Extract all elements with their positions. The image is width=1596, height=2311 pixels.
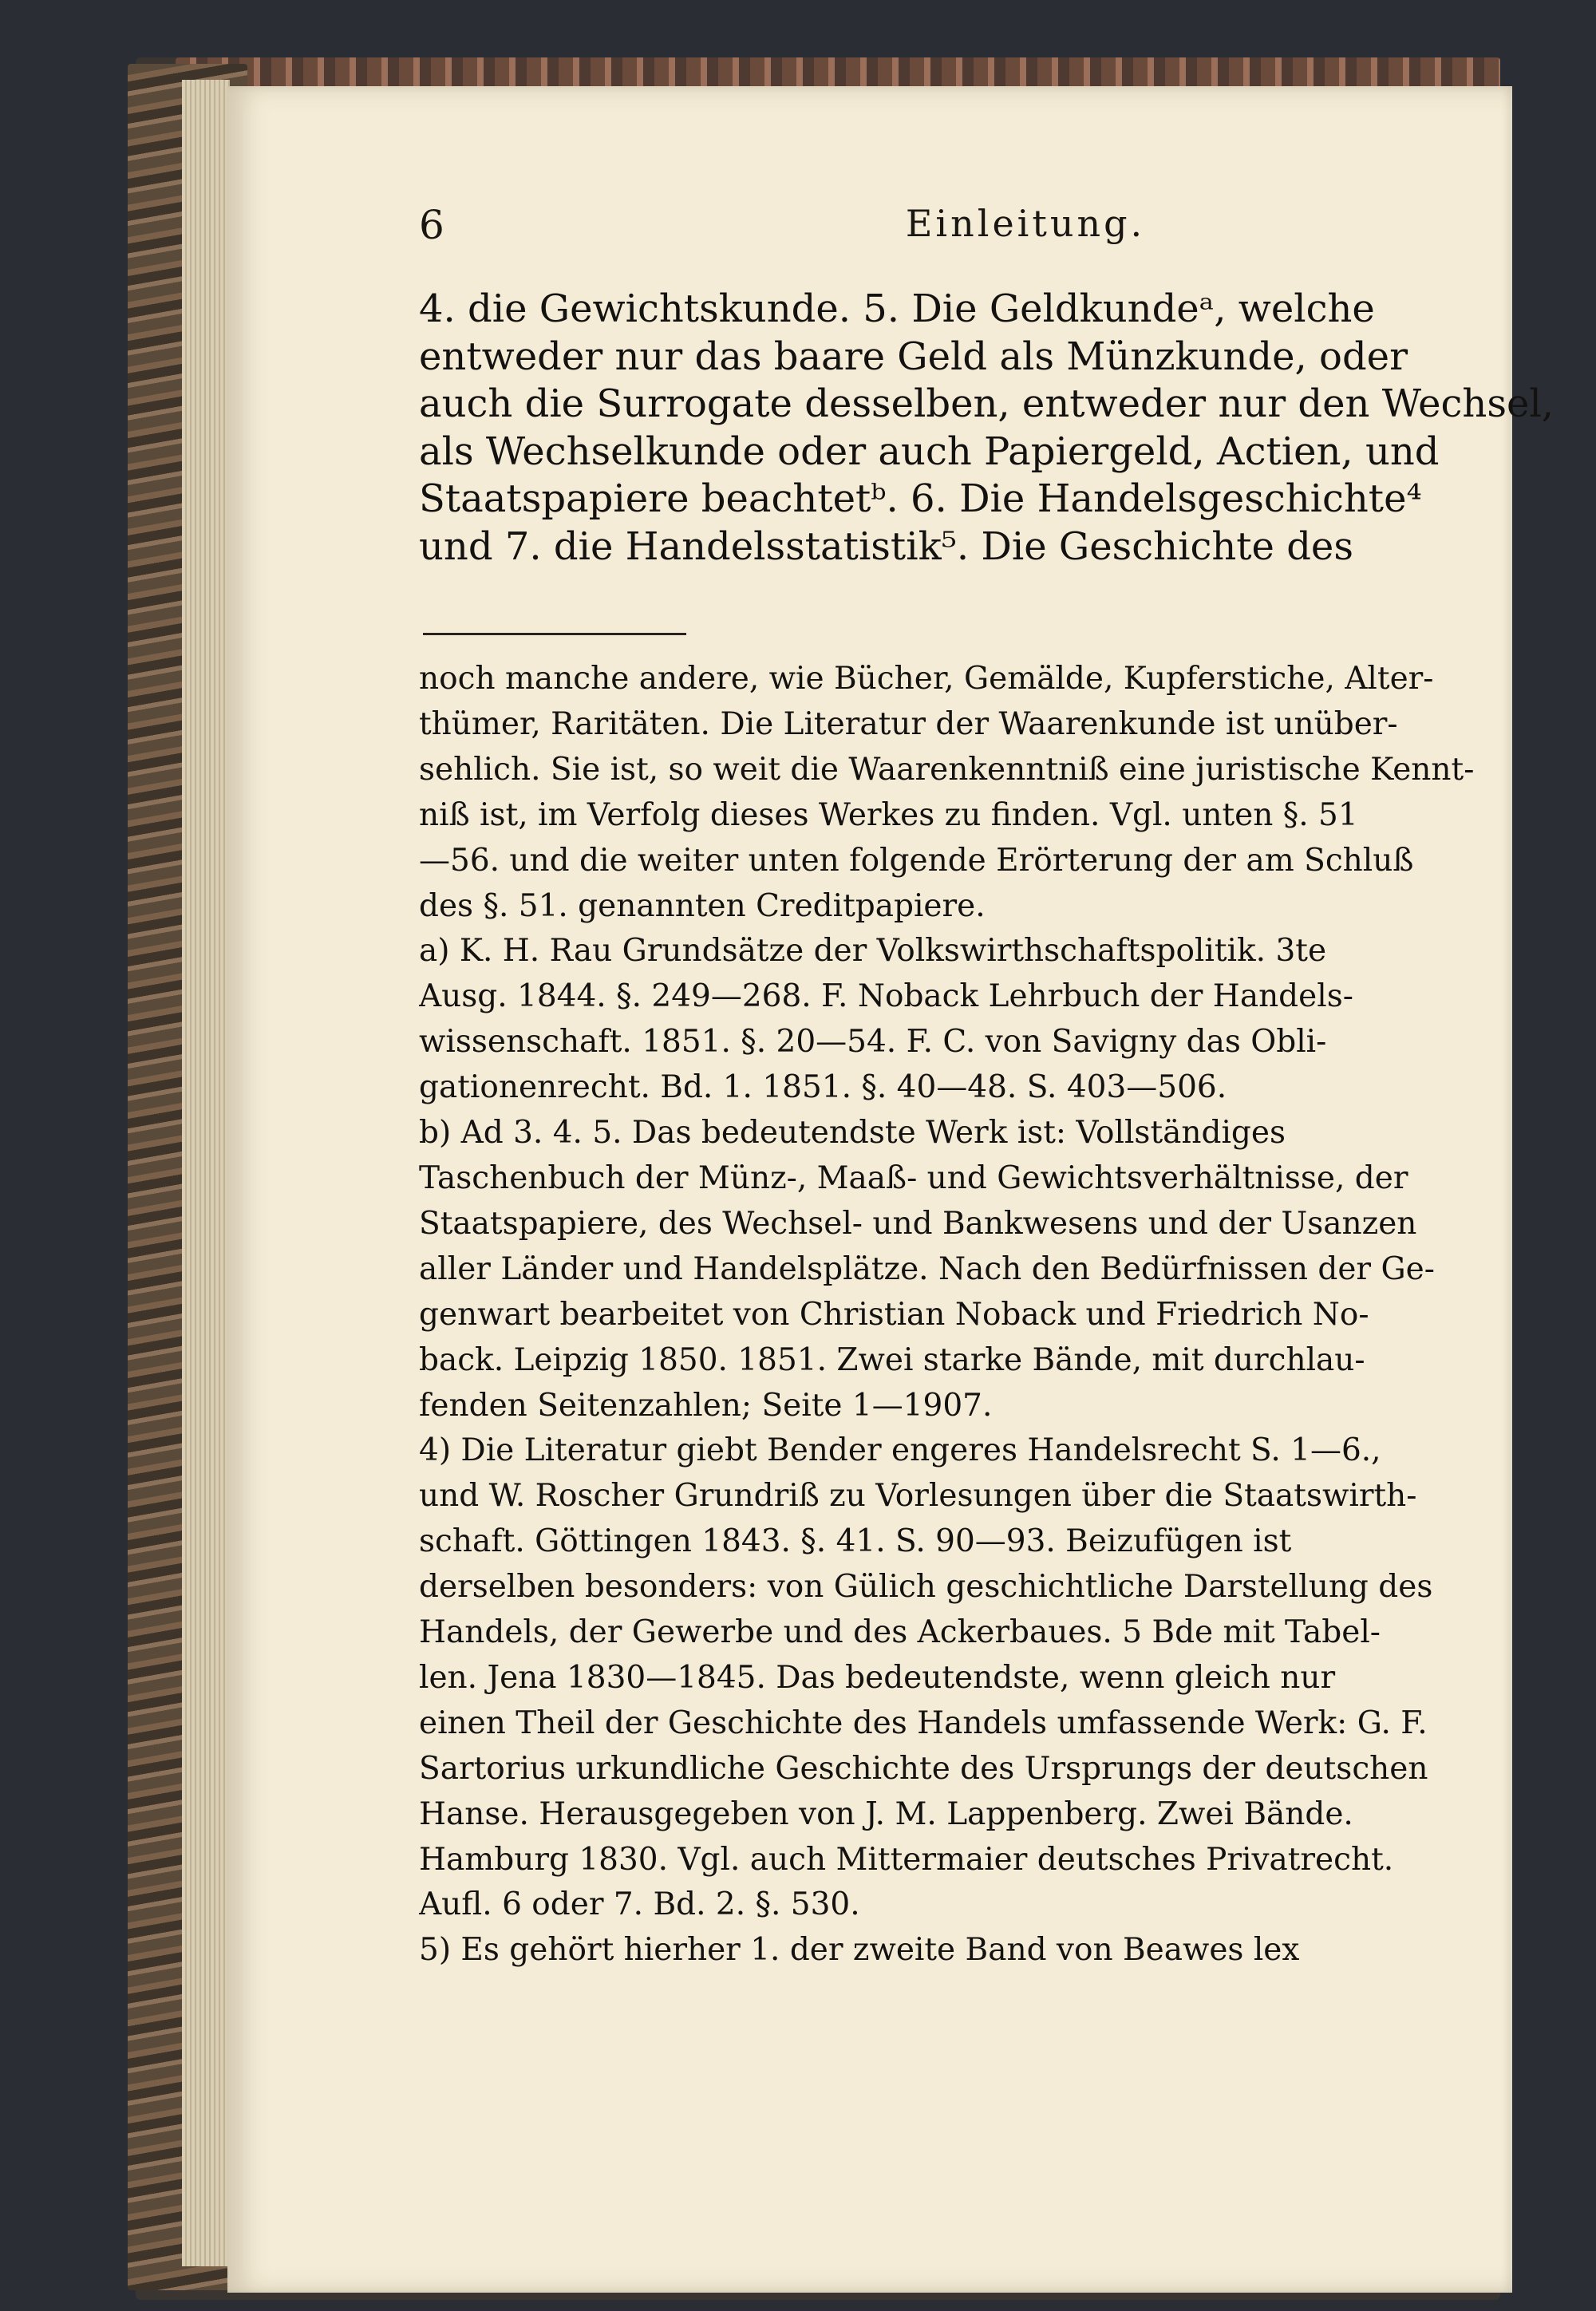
main-text-line: 4. die Gewichtskunde. 5. Die Geldkundeᵃ, welche bbox=[419, 286, 1375, 331]
footnote-rule bbox=[423, 633, 686, 635]
footnote-line: schaft. Göttingen 1843. §. 41. S. 90—93. Beizufügen ist bbox=[419, 1523, 1292, 1560]
running-head: Einleitung. bbox=[905, 202, 1146, 245]
footnote-line: Hamburg 1830. Vgl. auch Mittermaier deutsches Privatrecht. bbox=[419, 1841, 1394, 1878]
main-text-block bbox=[419, 286, 1596, 571]
footnote-line: Hanse. Herausgegeben von J. M. Lappenberg. Zwei Bände. bbox=[419, 1795, 1353, 1832]
footnote-line: Handels, der Gewerbe und des Ackerbaues. 5 Bde mit Tabel- bbox=[419, 1614, 1381, 1651]
main-text-line: auch die Surrogate desselben, entweder nur den Wechsel, bbox=[419, 381, 1554, 426]
page-edges bbox=[182, 80, 230, 2266]
footnote-line: —56. und die weiter unten folgende Erörterung der am Schluß bbox=[419, 842, 1414, 879]
main-text-line: entweder nur das baare Geld als Münzkunde, oder bbox=[419, 334, 1408, 379]
footnote-line: noch manche andere, wie Bücher, Gemälde, Kupferstiche, Alter- bbox=[419, 661, 1434, 697]
footnote-line: derselben besonders: von Gülich geschichtliche Darstellung des bbox=[419, 1569, 1433, 1606]
footnote-line: b) Ad 3. 4. 5. Das bedeutendste Werk ist: Vollständiges bbox=[419, 1115, 1286, 1152]
footnote-line: Taschenbuch der Münz-, Maaß- und Gewichtsverhältnisse, der bbox=[419, 1159, 1408, 1196]
footnotes-block bbox=[419, 657, 1596, 1973]
main-text-line: und 7. die Handelsstatistik⁵. Die Geschichte des bbox=[419, 523, 1353, 569]
footnote-line: Aufl. 6 oder 7. Bd. 2. §. 530. bbox=[419, 1886, 860, 1923]
footnote-line: wissenschaft. 1851. §. 20—54. F. C. von Savigny das Obli- bbox=[419, 1024, 1327, 1061]
footnote-line: sehlich. Sie ist, so weit die Waarenkenntniß eine juristische Kennt- bbox=[419, 751, 1475, 788]
footnote-line: a) K. H. Rau Grundsätze der Volkswirthschaftspolitik. 3te bbox=[419, 933, 1327, 970]
footnote-line: und W. Roscher Grundriß zu Vorlesungen über die Staatswirth- bbox=[419, 1478, 1417, 1515]
footnote-line: aller Länder und Handelsplätze. Nach den Bedürfnissen der Ge- bbox=[419, 1250, 1435, 1287]
page-number: 6 bbox=[419, 202, 444, 248]
footnote-line: thümer, Raritäten. Die Literatur der Waarenkunde ist unüber- bbox=[419, 705, 1398, 742]
footnote-line: genwart bearbeitet von Christian Noback und Friedrich No- bbox=[419, 1296, 1369, 1333]
main-text-line: Staatspapiere beachtetᵇ. 6. Die Handelsgeschichte⁴ bbox=[419, 476, 1422, 521]
footnote-line: 5) Es gehört hierher 1. der zweite Band von Beawes lex bbox=[419, 1932, 1300, 1969]
footnote-line: Staatspapiere, des Wechsel- und Bankwesens und der Usanzen bbox=[419, 1205, 1417, 1242]
footnote-line: gationenrecht. Bd. 1. 1851. §. 40—48. S. 403—506. bbox=[419, 1069, 1227, 1106]
footnote-line: back. Leipzig 1850. 1851. Zwei starke Bände, mit durchlau- bbox=[419, 1341, 1365, 1378]
footnote-line: einen Theil der Geschichte des Handels umfassende Werk: G. F. bbox=[419, 1705, 1428, 1741]
footnote-line: niß ist, im Verfolg dieses Werkes zu finden. Vgl. unten §. 51 bbox=[419, 796, 1358, 833]
footnote-line: len. Jena 1830—1845. Das bedeutendste, wenn gleich nur bbox=[419, 1659, 1336, 1696]
book-page bbox=[227, 86, 1554, 2293]
page-header bbox=[419, 202, 1596, 274]
footnote-line: fenden Seitenzahlen; Seite 1—1907. bbox=[419, 1387, 993, 1424]
footnote-line: Ausg. 1844. §. 249—268. F. Noback Lehrbuch der Handels- bbox=[419, 978, 1353, 1015]
main-text-line: als Wechselkunde oder auch Papiergeld, Actien, und bbox=[419, 429, 1440, 474]
footnote-line: 4) Die Literatur giebt Bender engeres Handelsrecht S. 1—6., bbox=[419, 1432, 1381, 1469]
footnote-line: Sartorius urkundliche Geschichte des Ursprungs der deutschen bbox=[419, 1750, 1428, 1787]
footnote-line: des §. 51. genannten Creditpapiere. bbox=[419, 887, 986, 924]
